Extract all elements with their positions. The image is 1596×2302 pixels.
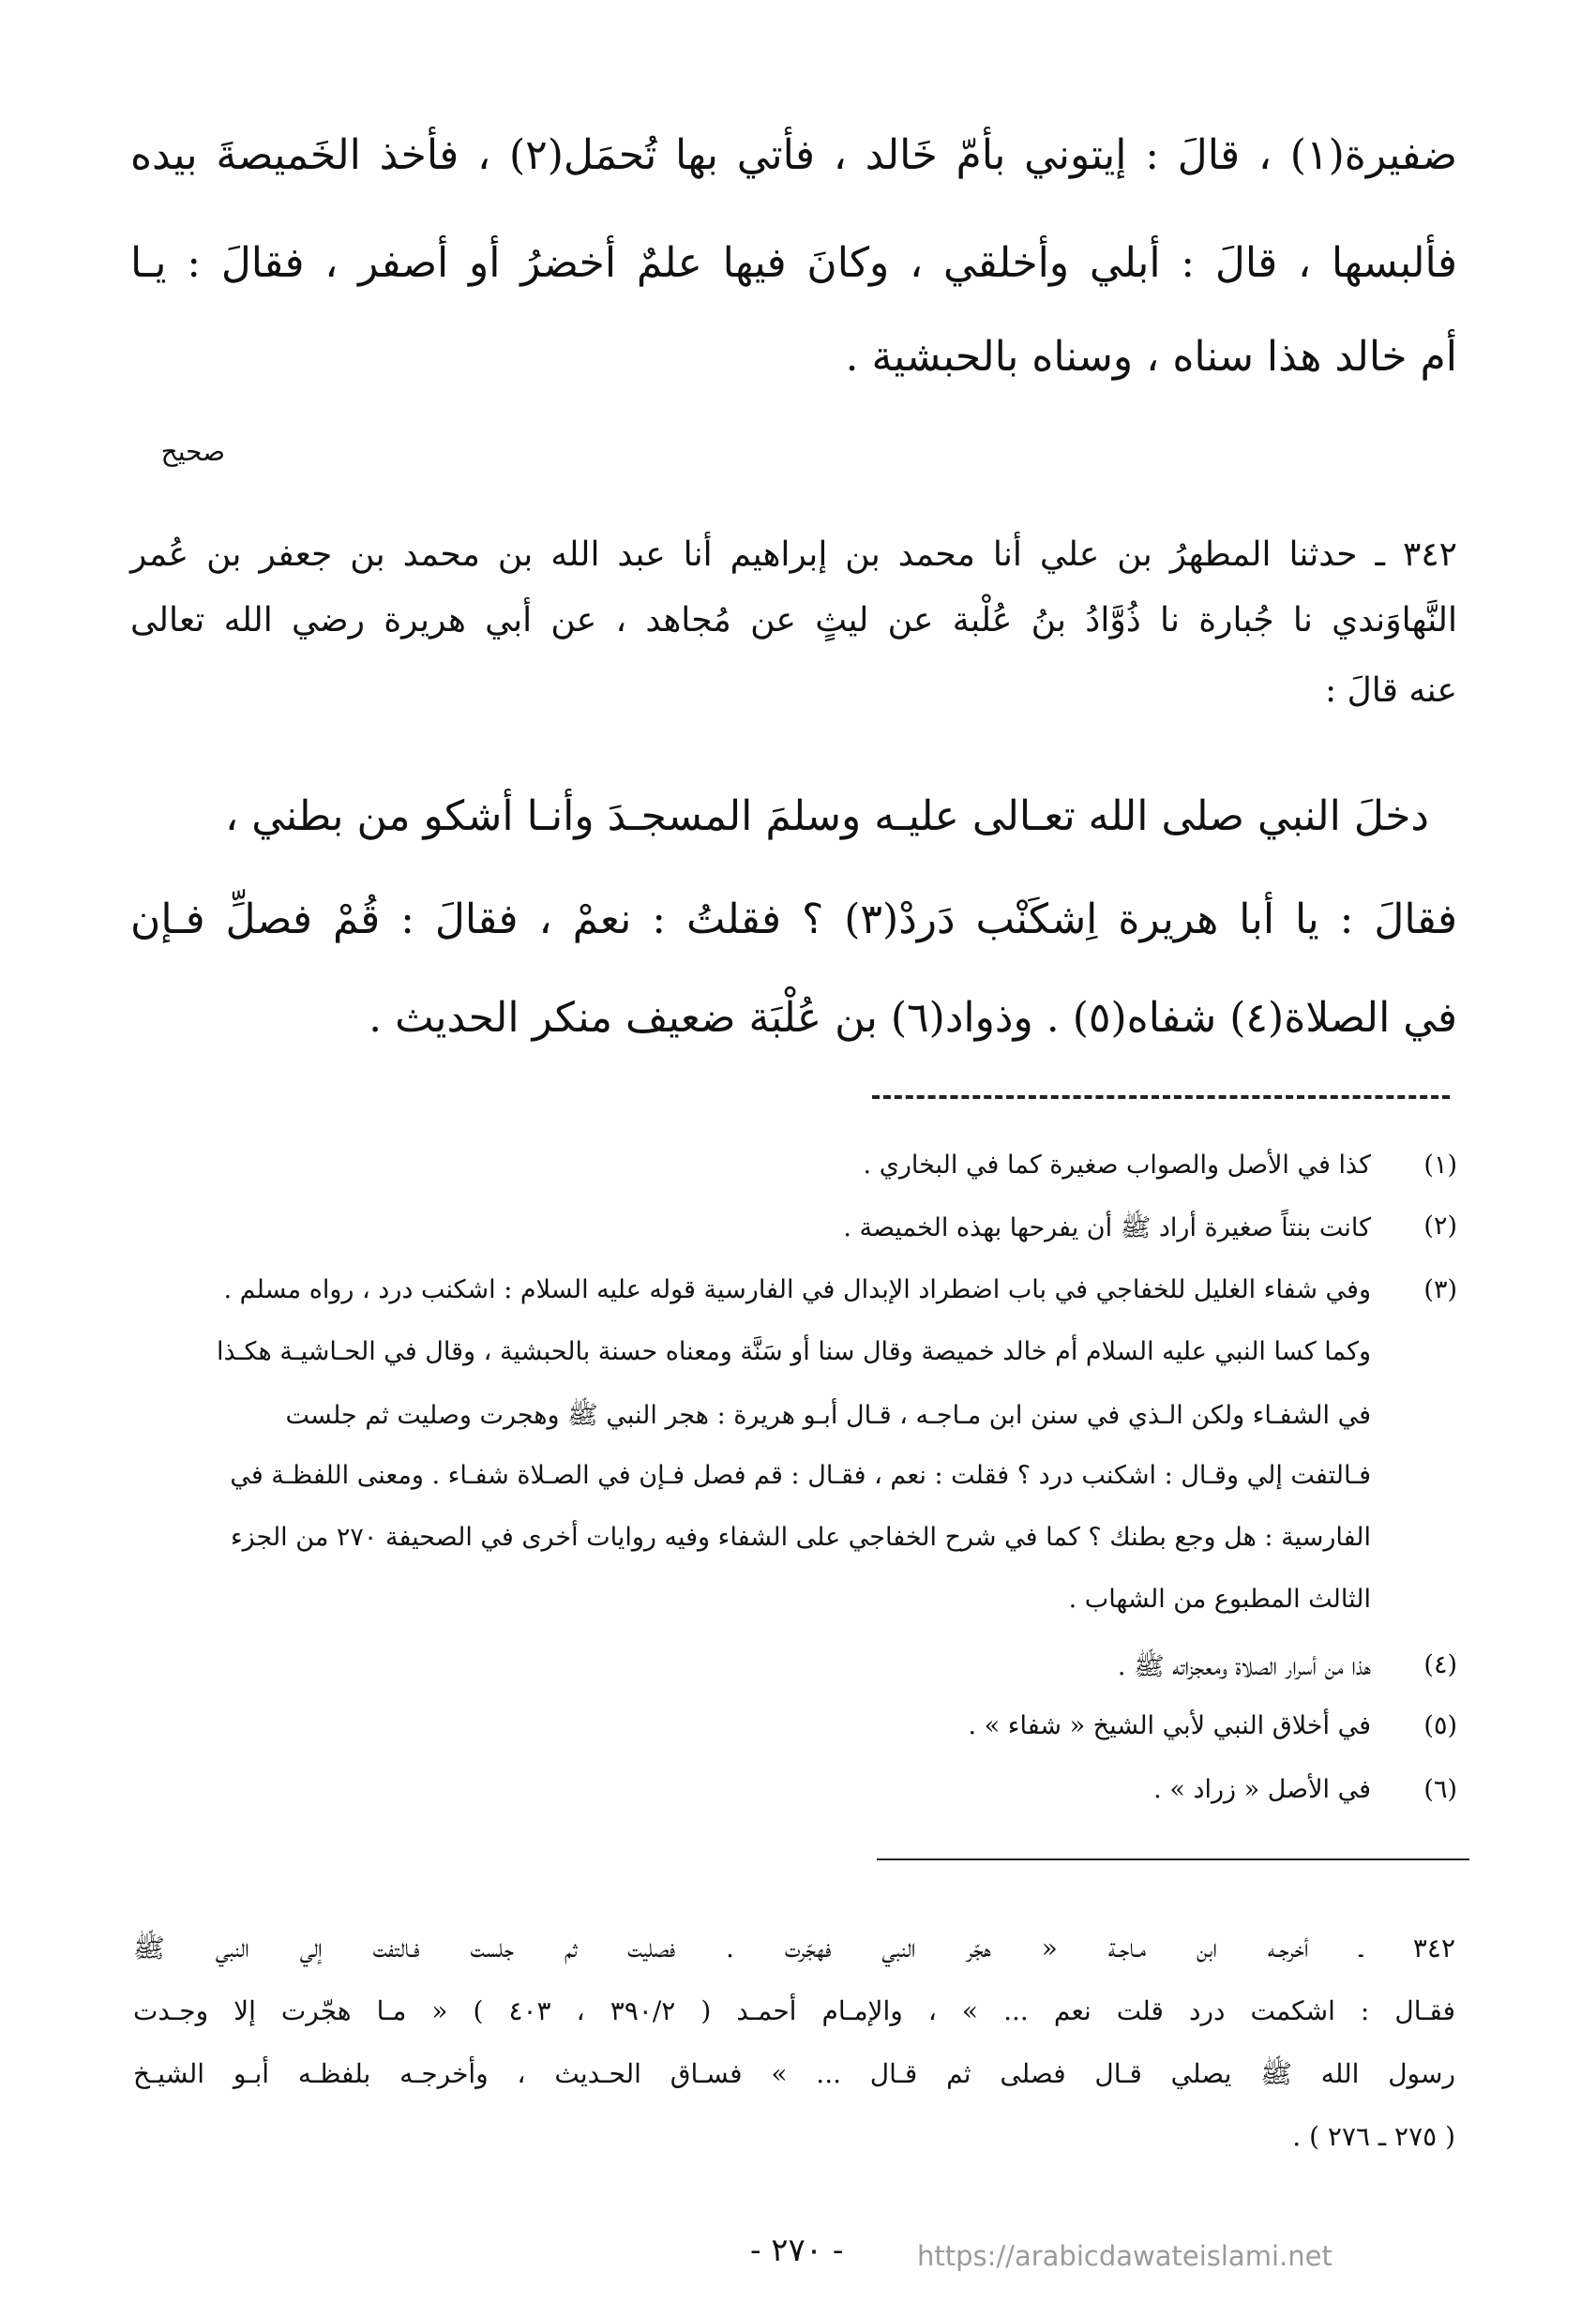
takhrij-line: رسول الله ﷺ يصلي قـال فصلى ثم قـال ... » فسـاق الحـديث ، وأخرجـه بلفظـه أبـو الشيـخ [133,2058,1455,2089]
footnote-separator [872,1095,1450,1099]
footnote-number: (٣) [1423,1275,1457,1304]
body-line: أم خالد هذا سناه ، وسناه بالحبشية . [845,333,1457,381]
isnad-line: عنه قالَ : [1325,671,1457,710]
footnote-text: هذا من أسرار الصلاة ومعجزاته ﷺ . [1117,1652,1371,1681]
footnote-3 [130,1275,1457,1650]
matn-line: في الصلاة(٤) شفاه(٥) . وذواد(٦) بن عُلْبَة ضعيف منكر الحديث . [369,994,1457,1042]
grade-label: صحيح [160,436,225,467]
footnote-text: فـالتفت إلي وقـال : اشكنب درد ؟ فقلت : نعم ، فقـال : قم فصل فـإن في الصـلاة شفـاء . ومعنى اللفظـة في [230,1461,1371,1490]
website-watermark[interactable]: https://arabicdawateislami.net [917,2240,1333,2272]
body-line: ضفيرة(١) ، قالَ : إيتوني بأمّ خَالد ، فأتي بها تُحمَل(٢) ، فأخذ الخَميصةَ بيده [130,131,1457,179]
takhrij-separator [877,1858,1469,1860]
footnote-text: وفي شفاء الغليل للخفاجي في باب اضطراد الإبدال في الفارسية قوله عليه السلام : اشكنب درد ، رواه مسلم . [223,1275,1371,1304]
footnote-2 [130,1211,1457,1249]
takhrij-line: ( ٢٧٥ ـ ٢٧٦ ) . [1292,2121,1455,2152]
isnad-line: ٣٤٢ ـ حدثنا المطهرُ بن علي أنا محمد بن إبراهيم أنا عبد الله بن محمد بن جعفر بن عُمر [130,535,1457,574]
footnote-5 [130,1711,1457,1749]
footnote-number: (٤) [1423,1650,1457,1679]
footnote-text: كانت بنتاً صغيرة أراد ﷺ أن يفرحها بهذه الخميصة . [843,1213,1371,1242]
takhrij-line: فقـال : اشكمت درد قلت نعم ... » ، والإمـام أحمـد ( ٣٩٠/٢ ، ٤٠٣ ) « مـا هجّرت إلا وجـدت [133,1995,1455,2026]
footnote-number: (٦) [1423,1775,1457,1804]
footnote-number: (٥) [1423,1711,1457,1740]
footnote-text: في أخلاق النبي لأبي الشيخ « شفاء » . [968,1711,1371,1740]
body-line: فألبسها ، قالَ : أبلي وأخلقي ، وكانَ فيها علمٌ أخضرُ أو أصفر ، فقالَ : يـا [130,239,1457,287]
footnote-number: (٢) [1423,1211,1457,1241]
footnote-text: في الشفـاء ولكن الـذي في سنن ابن مـاجـه ، قـال أبـو هريرة : هجر النبي ﷺ وهجرت وصليت ثم جلست [285,1401,1371,1430]
footnote-1 [130,1151,1457,1188]
page-number: - ٢٧٠ - [750,2232,844,2269]
footnote-text: وكما كسا النبي عليه السلام أم خالد خميصة وقال سنا أو سَنَّة ومعناه حسنة بالحبشية ، وقال في الحـاشيـة هكـذا [216,1337,1371,1366]
footnote-text: الثالث المطبوع من الشهاب . [1068,1585,1371,1614]
footnote-text: كذا في الأصل والصواب صغيرة كما في البخاري . [863,1151,1371,1180]
footnote-text: في الأصل « زراد » . [1153,1775,1371,1804]
matn-line: فقالَ : يا أبا هريرة اِشكَنْب دَردْ(٣) ؟ فقلتُ : نعمْ ، فقالَ : قُمْ فصلِّ فـإن [130,895,1458,943]
footnote-text: الفارسية : هل وجع بطنك ؟ كما في شرح الخفاجي على الشفاء وفيه روايات أخرى في الصحيفة ٢٧٠ من الجزء [230,1523,1371,1552]
footnote-number: (١) [1423,1151,1457,1180]
takhrij-line: ٣٤٢ ـ أخرجـه ابن مـاجـة « هجّر النبي فهجّرت . فصليت ثم جلست فـالتفت إلي النبي ﷺ [133,1933,1455,1963]
isnad-line: النَّهاوَندي نا جُبارة نا ذُوَّادُ بنُ عُلْبة عن ليثٍ عن مُجاهد ، عن أبي هريرة رضي الله تعالى [130,601,1457,639]
matn-line: دخلَ النبي صلى الله تعـالى عليـه وسلمَ المسجـدَ وأنـا أشكو من بطني ، [225,792,1429,840]
footnote-6 [130,1775,1457,1813]
footnote-4 [130,1650,1457,1688]
